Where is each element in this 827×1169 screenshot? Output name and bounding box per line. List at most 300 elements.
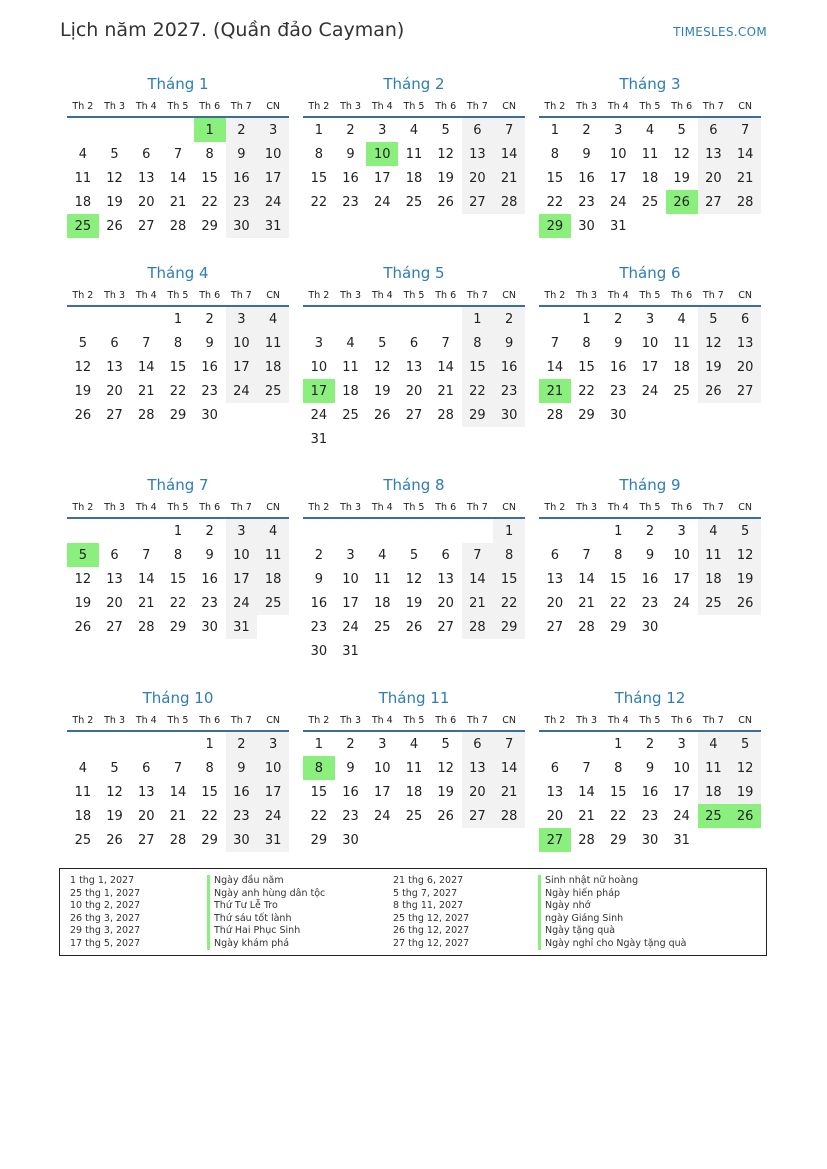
weekday-header: Th 4: [366, 96, 398, 117]
day-cell: 6: [110, 547, 119, 563]
month-grid: [303, 710, 525, 852]
weekday-header: Th 4: [366, 710, 398, 731]
day-cell: 6: [462, 117, 494, 142]
day-cell: 26: [729, 591, 761, 615]
month-grid: [539, 96, 761, 238]
day-cell: 2: [205, 311, 214, 327]
day-cell: 6: [729, 306, 761, 331]
page-title: Lịch năm 2027. (Quần đảo Cayman): [60, 19, 405, 41]
day-cell: 19: [373, 383, 391, 399]
legend-date: 29 thg 3, 2027: [70, 925, 141, 936]
month-grid: [539, 285, 761, 427]
day-cell: 20: [546, 595, 564, 611]
day-cell: 11: [257, 331, 289, 355]
day-cell: 9: [226, 142, 258, 166]
day-cell: 30: [226, 214, 258, 238]
weekday-header: Th 3: [335, 285, 367, 306]
day-cell: 23: [342, 194, 359, 210]
day-cell: 31: [257, 828, 289, 852]
weekday-header: Th 3: [335, 710, 367, 731]
legend-holiday-name: Thứ Hai Phục Sinh: [207, 925, 325, 938]
day-cell: 28: [137, 619, 155, 635]
empty-cell: [729, 214, 761, 238]
weekday-header: Th 7: [462, 285, 494, 306]
empty-cell: [462, 639, 494, 663]
legend-holiday-name: ngày Giáng Sinh: [538, 913, 687, 926]
empty-cell: [462, 518, 494, 543]
empty-cell: [430, 828, 462, 852]
day-cell: 15: [578, 359, 595, 375]
day-cell: 17: [673, 784, 690, 800]
day-cell: 13: [698, 142, 730, 166]
day-cell: 22: [201, 808, 218, 824]
weekday-header: Th 3: [571, 285, 603, 306]
day-cell: 6: [142, 760, 151, 776]
legend-date: 17 thg 5, 2027: [70, 937, 141, 949]
day-cell: 4: [698, 731, 730, 756]
empty-cell: [130, 731, 162, 756]
weekday-header: Th 3: [99, 710, 131, 731]
empty-cell: [398, 427, 430, 451]
day-cell: 17: [226, 355, 258, 379]
weekday-header: Th 6: [666, 710, 698, 731]
empty-cell: [99, 731, 131, 756]
empty-cell: [226, 403, 258, 427]
month-name: Tháng 8: [383, 476, 445, 494]
legend-date: 26 thg 3, 2027: [70, 912, 141, 924]
empty-cell: [430, 427, 462, 451]
empty-cell: [303, 518, 335, 543]
weekday-header: Th 6: [666, 285, 698, 306]
empty-cell: [366, 639, 398, 663]
weekday-header: Th 6: [666, 96, 698, 117]
day-cell: 19: [437, 784, 454, 800]
day-cell: 15: [546, 170, 564, 186]
day-cell: 2: [582, 122, 591, 138]
empty-cell: [430, 306, 462, 331]
empty-cell: [335, 427, 367, 451]
day-cell: 31: [257, 214, 289, 238]
day-cell: 19: [729, 567, 761, 591]
day-cell: 8: [173, 547, 183, 563]
day-cell: 26: [106, 832, 123, 848]
day-cell: 15: [493, 567, 525, 591]
empty-cell: [398, 639, 430, 663]
month-grid: [67, 96, 289, 238]
day-cell: 23: [609, 383, 627, 399]
legend-holiday-name: Ngày nghỉ cho Ngày tặng quà: [538, 938, 687, 951]
day-cell: 10: [609, 146, 627, 162]
day-cell: 20: [405, 383, 423, 399]
month-name: Tháng 5: [383, 264, 445, 282]
day-cell: 21: [578, 595, 595, 611]
day-cell: 14: [137, 359, 155, 375]
day-cell: 28: [493, 804, 525, 828]
day-cell: 15: [201, 784, 218, 800]
empty-cell: [67, 731, 99, 756]
day-cell: 29: [310, 832, 328, 848]
day-cell: 12: [106, 784, 123, 800]
weekday-header: CN: [257, 285, 289, 306]
day-cell: 25: [257, 379, 289, 403]
day-cell: 15: [462, 355, 494, 379]
day-cell: 31: [609, 218, 627, 234]
day-cell: 12: [373, 359, 391, 375]
day-cell: 25: [405, 808, 423, 824]
day-cell: 23: [493, 379, 525, 403]
weekday-header: Th 2: [303, 285, 335, 306]
day-cell: 13: [462, 142, 494, 166]
weekday-header: Th 6: [194, 497, 226, 518]
day-cell: 24: [226, 591, 258, 615]
day-cell: 6: [462, 731, 494, 756]
day-cell: 3: [346, 547, 355, 563]
holiday-day-cell: 26: [729, 804, 761, 828]
weekday-header: CN: [493, 96, 525, 117]
day-cell: 10: [226, 331, 258, 355]
day-cell: 31: [673, 832, 690, 848]
day-cell: 9: [614, 335, 623, 351]
holiday-day-cell: 27: [539, 828, 571, 852]
day-cell: 14: [578, 571, 595, 587]
day-cell: 17: [373, 784, 391, 800]
day-cell: 29: [169, 619, 187, 635]
day-cell: 20: [106, 595, 123, 611]
month-grid: [539, 710, 761, 852]
weekday-header: Th 4: [130, 710, 162, 731]
legend-holiday-name: Ngày nhớ: [538, 900, 687, 913]
day-cell: 5: [698, 306, 730, 331]
weekday-header: Th 4: [602, 96, 634, 117]
day-cell: 18: [342, 383, 359, 399]
day-cell: 15: [169, 359, 187, 375]
day-cell: 10: [226, 543, 258, 567]
month-10: [67, 686, 289, 852]
weekday-header: Th 5: [162, 710, 194, 731]
month-name: Tháng 11: [378, 689, 450, 707]
weekday-header: CN: [493, 497, 525, 518]
day-cell: 14: [729, 142, 761, 166]
day-cell: 8: [314, 146, 323, 162]
day-cell: 16: [310, 595, 328, 611]
day-cell: 15: [609, 784, 627, 800]
holiday-day-cell: 21: [539, 379, 571, 403]
day-cell: 3: [226, 518, 258, 543]
day-cell: 6: [409, 335, 419, 351]
legend-names-left: [207, 875, 325, 950]
day-cell: 1: [550, 122, 559, 138]
day-cell: 30: [609, 407, 627, 423]
weekday-header: CN: [729, 710, 761, 731]
day-cell: 31: [310, 431, 328, 447]
day-cell: 28: [137, 407, 155, 423]
day-cell: 17: [226, 567, 258, 591]
day-cell: 9: [314, 571, 323, 587]
day-cell: 10: [641, 335, 659, 351]
day-cell: 19: [698, 355, 730, 379]
day-cell: 9: [645, 760, 655, 776]
day-cell: 8: [550, 146, 559, 162]
day-cell: 2: [645, 736, 655, 752]
day-cell: 13: [137, 170, 155, 186]
day-cell: 10: [310, 359, 328, 375]
day-cell: 2: [645, 523, 655, 539]
weekday-header: Th 3: [571, 96, 603, 117]
day-cell: 6: [441, 547, 450, 563]
weekday-header: Th 5: [398, 96, 430, 117]
day-cell: 16: [226, 166, 258, 190]
day-cell: 3: [378, 122, 387, 138]
day-cell: 13: [546, 784, 564, 800]
day-cell: 8: [205, 146, 214, 162]
weekday-header: Th 7: [698, 497, 730, 518]
day-cell: 21: [169, 194, 187, 210]
weekday-header: Th 6: [194, 710, 226, 731]
day-cell: 6: [142, 146, 151, 162]
weekday-header: Th 2: [67, 96, 99, 117]
day-cell: 1: [173, 311, 183, 327]
day-cell: 31: [226, 615, 258, 639]
day-cell: 15: [310, 170, 328, 186]
day-cell: 23: [226, 804, 258, 828]
day-cell: 30: [493, 403, 525, 427]
empty-cell: [162, 731, 194, 756]
month-4: [67, 261, 289, 427]
day-cell: 5: [378, 335, 387, 351]
weekday-header: Th 6: [430, 497, 462, 518]
day-cell: 17: [342, 595, 359, 611]
day-cell: 10: [373, 760, 391, 776]
month-grid: [539, 497, 761, 639]
day-cell: 9: [346, 760, 355, 776]
day-cell: 20: [546, 808, 564, 824]
empty-cell: [398, 828, 430, 852]
day-cell: 11: [74, 170, 92, 186]
holiday-day-cell: 25: [67, 214, 99, 238]
day-cell: 17: [257, 780, 289, 804]
day-cell: 4: [409, 122, 419, 138]
day-cell: 23: [342, 808, 359, 824]
month-9: [539, 473, 761, 639]
day-cell: 25: [698, 591, 730, 615]
weekday-header: Th 6: [194, 96, 226, 117]
day-cell: 19: [106, 808, 123, 824]
day-cell: 3: [645, 311, 655, 327]
day-cell: 7: [142, 335, 151, 351]
day-cell: 21: [169, 808, 187, 824]
empty-cell: [493, 427, 525, 451]
day-cell: 8: [462, 331, 494, 355]
weekday-header: CN: [729, 285, 761, 306]
month-name: Tháng 10: [142, 689, 214, 707]
day-cell: 5: [729, 518, 761, 543]
day-cell: 9: [346, 146, 355, 162]
weekday-header: Th 2: [67, 710, 99, 731]
day-cell: 20: [462, 780, 494, 804]
day-cell: 30: [201, 407, 218, 423]
weekday-header: Th 7: [698, 285, 730, 306]
day-cell: 3: [677, 523, 686, 539]
day-cell: 30: [342, 832, 359, 848]
weekday-header: Th 3: [99, 96, 131, 117]
day-cell: 13: [546, 571, 564, 587]
weekday-header: Th 7: [226, 96, 258, 117]
day-cell: 10: [257, 142, 289, 166]
day-cell: 20: [437, 595, 454, 611]
day-cell: 7: [550, 335, 559, 351]
day-cell: 11: [698, 543, 730, 567]
day-cell: 14: [169, 170, 187, 186]
day-cell: 16: [578, 170, 595, 186]
weekday-header: Th 6: [194, 285, 226, 306]
day-cell: 16: [342, 170, 359, 186]
day-cell: 9: [582, 146, 591, 162]
day-cell: 28: [462, 615, 494, 639]
legend-date: 25 thg 12, 2027: [393, 912, 470, 924]
weekday-header: Th 5: [398, 285, 430, 306]
day-cell: 7: [493, 117, 525, 142]
day-cell: 13: [405, 359, 423, 375]
day-cell: 25: [373, 619, 391, 635]
day-cell: 23: [310, 619, 328, 635]
day-cell: 24: [257, 190, 289, 214]
day-cell: 18: [405, 170, 423, 186]
day-cell: 6: [110, 335, 119, 351]
day-cell: 19: [437, 170, 454, 186]
day-cell: 1: [205, 736, 214, 752]
day-cell: 20: [137, 808, 155, 824]
day-cell: 23: [201, 595, 218, 611]
day-cell: 17: [641, 359, 659, 375]
day-cell: 16: [201, 571, 218, 587]
legend-names-right: [538, 875, 687, 950]
day-cell: 2: [314, 547, 323, 563]
day-cell: 14: [137, 571, 155, 587]
day-cell: 13: [462, 756, 494, 780]
site-link[interactable]: TIMESLES.COM: [673, 25, 767, 39]
day-cell: 15: [169, 571, 187, 587]
weekday-header: Th 7: [462, 710, 494, 731]
legend-holiday-name: Thứ Tư Lễ Tro: [207, 900, 325, 913]
day-cell: 16: [226, 780, 258, 804]
day-cell: 5: [441, 736, 450, 752]
month-grid: [303, 285, 525, 451]
day-cell: 18: [257, 355, 289, 379]
empty-cell: [430, 639, 462, 663]
weekday-header: Th 7: [462, 497, 494, 518]
day-cell: 12: [106, 170, 123, 186]
empty-cell: [634, 214, 666, 238]
weekday-header: CN: [493, 710, 525, 731]
day-cell: 12: [673, 146, 690, 162]
day-cell: 8: [493, 543, 525, 567]
day-cell: 4: [346, 335, 355, 351]
weekday-header: CN: [257, 710, 289, 731]
month-6: [539, 261, 761, 427]
day-cell: 21: [137, 595, 155, 611]
day-cell: 20: [106, 383, 123, 399]
empty-cell: [539, 731, 571, 756]
day-cell: 4: [78, 146, 87, 162]
day-cell: 20: [729, 355, 761, 379]
day-cell: 7: [142, 547, 151, 563]
day-cell: 2: [614, 311, 623, 327]
day-cell: 12: [74, 359, 92, 375]
day-cell: 26: [373, 407, 391, 423]
legend-holiday-name: Thứ sáu tốt lành: [207, 913, 325, 926]
day-cell: 9: [205, 335, 214, 351]
weekday-header: Th 3: [571, 497, 603, 518]
weekday-header: Th 7: [226, 710, 258, 731]
weekday-header: Th 4: [602, 497, 634, 518]
day-cell: 12: [698, 331, 730, 355]
holiday-day-cell: 10: [366, 142, 398, 166]
empty-cell: [303, 306, 335, 331]
day-cell: 30: [641, 832, 659, 848]
day-cell: 9: [205, 547, 214, 563]
day-cell: 12: [405, 571, 423, 587]
day-cell: 29: [201, 832, 218, 848]
day-cell: 21: [493, 780, 525, 804]
empty-cell: [493, 828, 525, 852]
day-cell: 31: [342, 643, 359, 659]
day-cell: 4: [78, 760, 87, 776]
legend-holiday-name: Ngày khám phá: [207, 938, 325, 951]
day-cell: 5: [677, 122, 686, 138]
day-cell: 10: [673, 760, 690, 776]
day-cell: 11: [673, 335, 690, 351]
weekday-header: Th 3: [335, 96, 367, 117]
legend-date: 8 thg 11, 2027: [393, 900, 464, 911]
day-cell: 23: [578, 194, 595, 210]
legend-holiday-name: Ngày đầu năm: [207, 875, 325, 888]
day-cell: 27: [698, 190, 730, 214]
day-cell: 27: [106, 407, 123, 423]
day-cell: 28: [169, 218, 187, 234]
day-cell: 1: [614, 736, 623, 752]
day-cell: 6: [550, 760, 559, 776]
empty-cell: [729, 828, 761, 852]
legend-holiday-name: Sinh nhật nữ hoàng: [538, 875, 687, 888]
day-cell: 1: [493, 518, 525, 543]
day-cell: 16: [609, 359, 627, 375]
month-12: [539, 686, 761, 852]
day-cell: 14: [578, 784, 595, 800]
day-cell: 1: [173, 523, 183, 539]
empty-cell: [67, 117, 99, 142]
day-cell: 27: [137, 832, 155, 848]
day-cell: 16: [641, 571, 659, 587]
day-cell: 7: [493, 731, 525, 756]
empty-cell: [666, 214, 698, 238]
day-cell: 18: [673, 359, 690, 375]
day-cell: 21: [578, 808, 595, 824]
day-cell: 1: [462, 306, 494, 331]
day-cell: 23: [641, 808, 659, 824]
empty-cell: [430, 518, 462, 543]
empty-cell: [257, 403, 289, 427]
day-cell: 5: [729, 731, 761, 756]
holiday-day-cell: 17: [303, 379, 335, 403]
day-cell: 27: [729, 379, 761, 403]
day-cell: 28: [578, 619, 595, 635]
day-cell: 24: [373, 194, 391, 210]
month-grid: [67, 285, 289, 427]
month-7: [67, 473, 289, 639]
day-cell: 22: [201, 194, 218, 210]
day-cell: 4: [257, 518, 289, 543]
day-cell: 25: [405, 194, 423, 210]
